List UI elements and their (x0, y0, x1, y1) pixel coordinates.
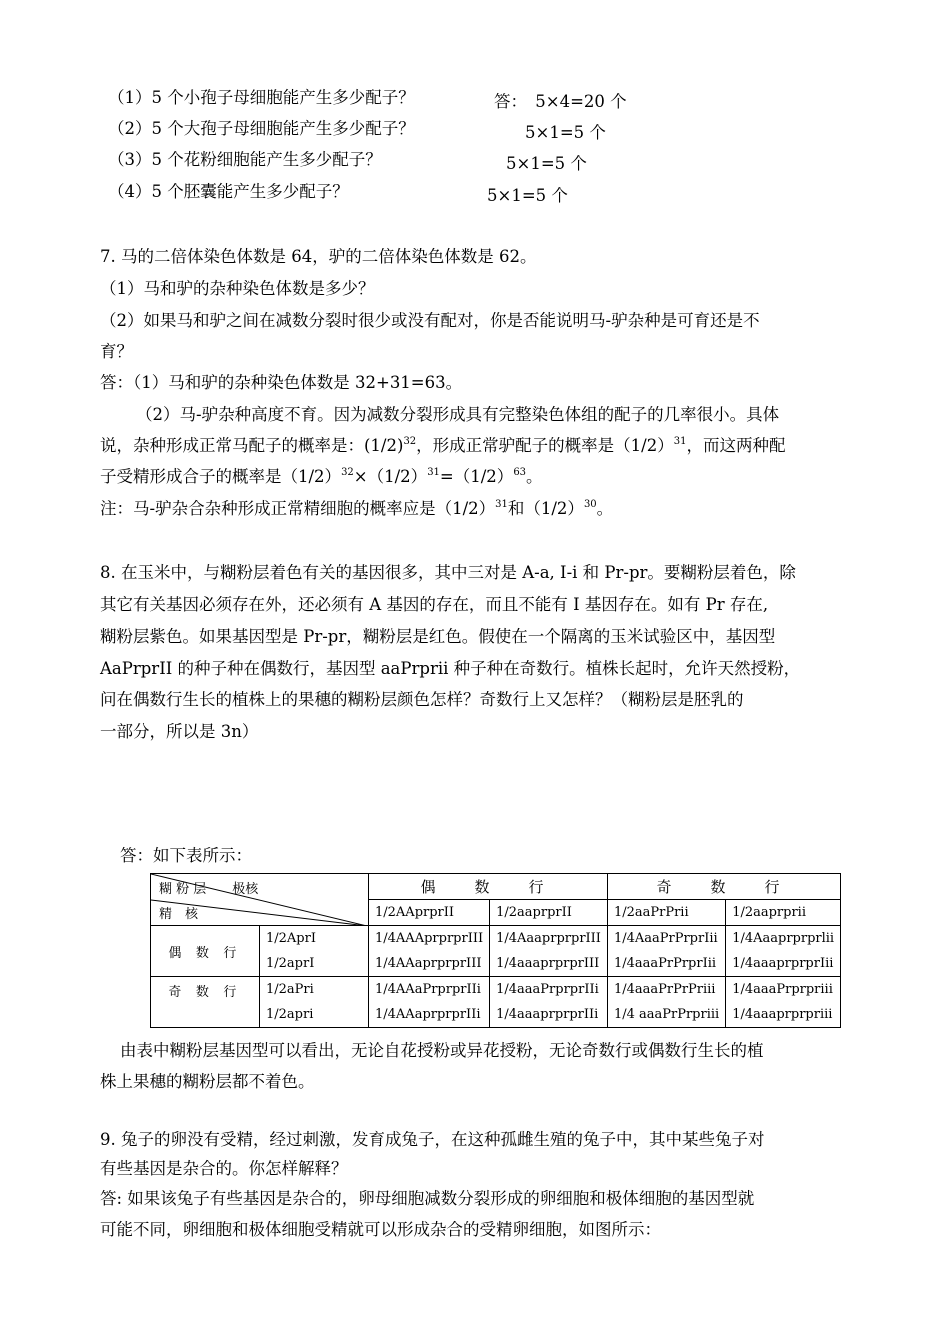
table-header-odd-rows: 奇 数 行 (607, 874, 840, 900)
q6-item-2-question: （2）5 个大孢子母细胞能产生多少配子？ (108, 119, 415, 138)
q7-note: 注：马-驴杂合杂种形成正常精细胞的概率应是$(1/2)^{31}$和$(1/2)^{30}$。 (100, 499, 614, 518)
q8-line5: 问在偶数行生长的植株上的果穗的糊粉层颜色怎样？奇数行上又怎样？（糊粉层是胚乳的 (100, 690, 744, 709)
q7-answer-1: 答：（1）马和驴的杂种染色体数是 32+31=63。 (100, 373, 463, 392)
table-corner-bottom-label: 精 核 (159, 907, 199, 922)
table-row (151, 977, 841, 1003)
q8-answer-intro: 答：如下表所示： (120, 846, 252, 865)
table-col-genotype: 1/2aaPrPrii (607, 900, 725, 926)
q9-line3: 答: 如果该兔子有些基因是杂合的，卵母细胞减数分裂形成的卵细胞和极体细胞的基因型就 (100, 1189, 755, 1208)
q8-line6: 一部分，所以是 3n） (100, 722, 259, 741)
table-corner-top-label: 糊 粉 层 极核 (159, 882, 259, 897)
table-sperm-genotype: 1/2aPri (260, 977, 369, 1003)
q7-sub2-line2: 育？ (100, 342, 133, 361)
q7-sub1: （1）马和驴的杂种染色体数是多少？ (100, 279, 375, 298)
q6-item-3-answer: 5×1=5 个 (506, 154, 587, 173)
q7-answer-2-line3: 子受精形成合子的概率是$(1/2)^{32}\times(1/2)^{31}=(1/2)^{63}$。 (100, 467, 543, 486)
table-col-genotype: 1/2aaprprii (726, 900, 841, 926)
q9-line2: 有些基因是杂合的。你怎样解释？ (100, 1159, 348, 1178)
q7-sub2-line1: （2）如果马和驴之间在减数分裂时很少或没有配对，你是否能说明马-驴杂种是可育还是不 (100, 311, 760, 330)
genotype-table (150, 873, 841, 1028)
table-cell: 1/4AAAprprprIII (369, 926, 490, 952)
q9-line1: 9. 兔子的卵没有受精，经过刺激，发育成兔子，在这种孤雌生殖的兔子中，其中某些兔子对 (100, 1130, 765, 1149)
table-cell: 1/4aaaprprpriii (726, 1002, 841, 1028)
table-cell: 1/4 aaaPrPrpriii (607, 1002, 725, 1028)
table-col-genotype: 1/2AAprprII (369, 900, 490, 926)
q7-answer-2-line1: （2）马-驴杂种高度不育。因为减数分裂形成具有完整染色体组的配子的几率很小。具体 (136, 405, 780, 424)
table-sperm-genotype: 1/2apri (260, 1002, 369, 1028)
table-cell: 1/4aaaPrPrprIii (607, 951, 725, 977)
table-cell: 1/4aaaPrprprIIi (490, 977, 608, 1003)
table-cell: 1/4AAaPrprprIIi (369, 977, 490, 1003)
table-row-label-even: 偶 数 行 (151, 926, 260, 977)
q6-item-1-answer: 答： 5×4=20 个 (494, 92, 627, 111)
q6-item-1-question: （1）5 个小孢子母细胞能产生多少配子？ (108, 88, 415, 107)
q9-line4: 可能不同，卵细胞和极体细胞受精就可以形成杂合的受精卵细胞，如图所示： (100, 1220, 661, 1239)
table-cell: 1/4AaaPrPrprIii (607, 926, 725, 952)
q8-conclusion-line2: 株上果穗的糊粉层都不着色。 (100, 1072, 315, 1091)
q8-line3: 糊粉层紫色。如果基因型是 Pr-pr，糊粉层是红色。假使在一个隔离的玉米试验区中，基因型 (100, 627, 776, 646)
table-cell: 1/4AAaprprprIII (369, 951, 490, 977)
table-row (151, 926, 841, 952)
table-cell: 1/4aaaprprprIIi (490, 1002, 608, 1028)
table-col-genotype: 1/2aaprprII (490, 900, 608, 926)
table-sperm-genotype: 1/2AprI (260, 926, 369, 952)
q8-line4: AaPrprII 的种子种在偶数行，基因型 aaPrprii 种子种在奇数行。植株长起时，允许天然授粉， (100, 659, 801, 678)
q7-answer-2-line2: 说，杂种形成正常马配子的概率是：$(1/2)^{32}$，形成正常驴配子的概率是$(1/2)^{31}$，而这两种配 (100, 436, 786, 455)
table-sperm-genotype: 1/2aprI (260, 951, 369, 977)
q7-title: 7. 马的二倍体染色体数是 64，驴的二倍体染色体数是 62。 (100, 247, 537, 266)
table-cell: 1/4aaaprprprIii (726, 951, 841, 977)
table-cell: 1/4AaaprprprIII (490, 926, 608, 952)
table-cell: 1/4AAaprprprIIi (369, 1002, 490, 1028)
q8-conclusion-line1: 由表中糊粉层基因型可以看出，无论自花授粉或异花授粉，无论奇数行或偶数行生长的植 (120, 1041, 764, 1060)
table-header-even-rows: 偶 数 行 (369, 874, 608, 900)
q6-item-4-question: （4）5 个胚囊能产生多少配子？ (108, 182, 349, 201)
table-corner-cell (151, 874, 369, 926)
table-cell: 1/4Aaaprprprlii (726, 926, 841, 952)
table-cell: 1/4aaaPrPrPriii (607, 977, 725, 1003)
q6-item-2-answer: 5×1=5 个 (525, 123, 606, 142)
table-row-label-odd: 奇 数 行 (151, 977, 260, 1028)
q8-line1: 8. 在玉米中，与糊粉层着色有关的基因很多，其中三对是 A-a, I-i 和 Pr-pr。要糊粉层着色，除 (100, 563, 796, 582)
q6-item-3-question: （3）5 个花粉细胞能产生多少配子？ (108, 150, 382, 169)
table-cell: 1/4aaaprprprIII (490, 951, 608, 977)
q8-line2: 其它有关基因必须存在外，还必须有 A 基因的存在，而且不能有 I 基因存在。如有 Pr 存在, (100, 595, 769, 614)
table-cell: 1/4aaaPrprpriii (726, 977, 841, 1003)
q6-item-4-answer: 5×1=5 个 (487, 186, 568, 205)
